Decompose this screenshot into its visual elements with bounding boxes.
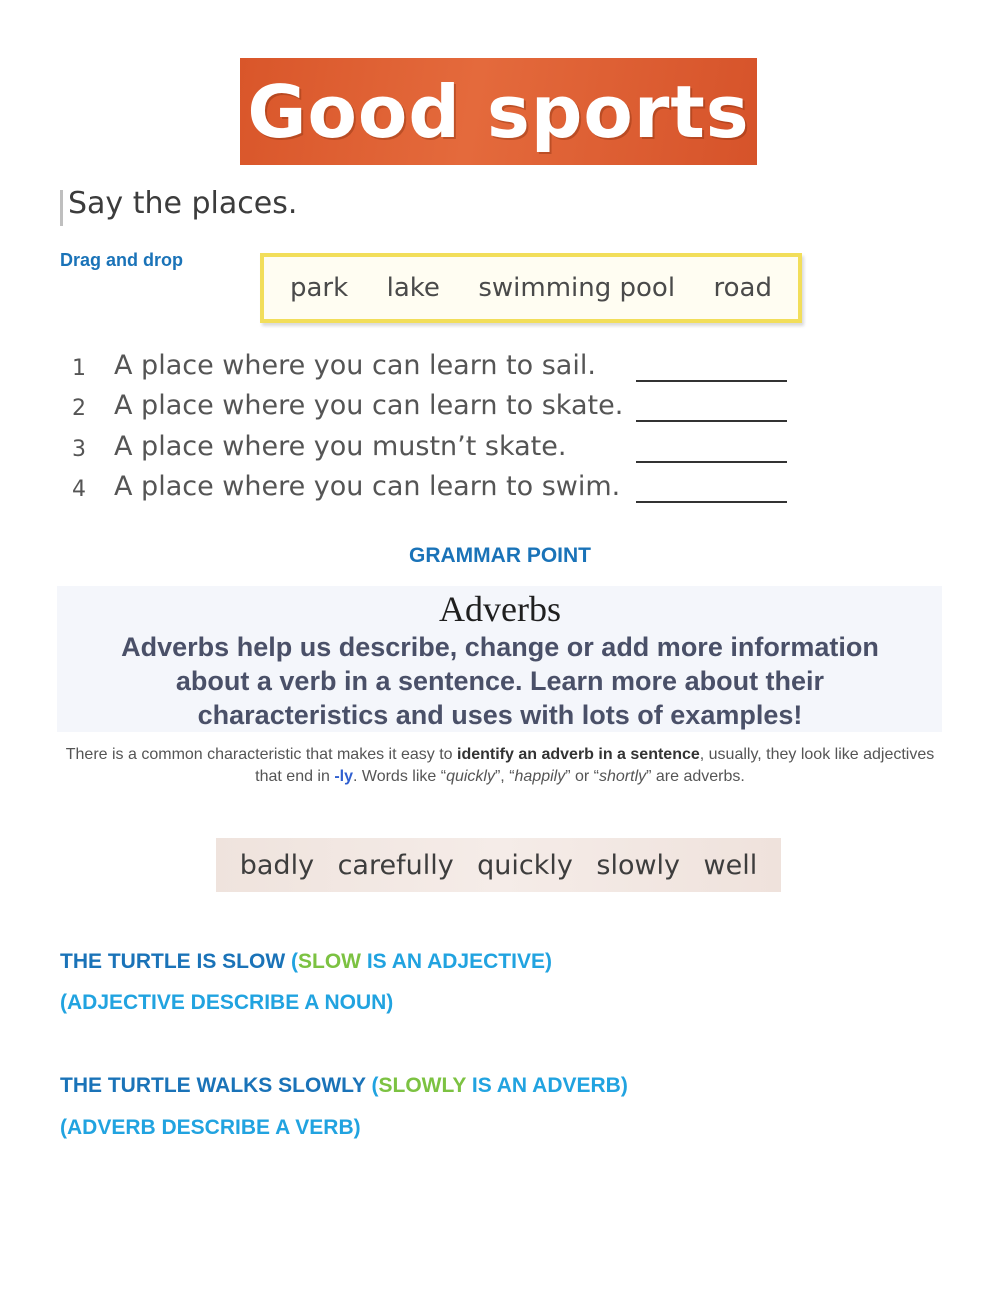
adverb-word-strip	[216, 838, 781, 892]
example-adverb	[60, 1074, 628, 1098]
example-adjective-note: (ADJECTIVE DESCRIBE A NOUN)	[60, 991, 394, 1014]
adverb-item: slowly	[596, 849, 681, 881]
note-text: , usually, they look like adjectives that end in	[255, 746, 935, 785]
instruction-label: Drag and drop	[60, 250, 184, 270]
adverbs-description: Adverbs help us describe, change or add more information about a verb in a sentence. Learn more about their characteristics and uses with lots of examples!	[121, 632, 879, 730]
question-number: 4	[72, 477, 86, 502]
adverb-item: carefully	[337, 849, 454, 881]
adverb-item: quickly	[477, 849, 573, 881]
example-adjective	[60, 950, 552, 974]
note-example-word: shortly	[599, 768, 647, 785]
title-banner	[240, 58, 757, 165]
question-number: 2	[72, 396, 86, 421]
grammar-label: GRAMMAR POINT	[409, 544, 591, 567]
word-bank	[260, 253, 802, 323]
example-paren: (	[365, 1074, 379, 1097]
question-text: A place where you can learn to sail.	[114, 350, 596, 381]
note-suffix: -ly	[334, 768, 353, 785]
answer-drop-zone[interactable]	[636, 501, 787, 503]
word-bank-item[interactable]: road	[713, 273, 772, 303]
note-text: ” or “	[565, 768, 599, 785]
question-row	[72, 431, 792, 471]
example-explanation: IS AN ADJECTIVE)	[360, 950, 552, 973]
adverb-item: well	[703, 849, 758, 881]
word-bank-item[interactable]: swimming pool	[478, 273, 676, 303]
word-bank-item[interactable]: lake	[386, 273, 440, 303]
answer-drop-zone[interactable]	[636, 380, 787, 382]
example-adverb-note: (ADVERB DESCRIBE A VERB)	[60, 1116, 361, 1139]
question-row	[72, 390, 792, 430]
note-example-word: quickly	[446, 768, 495, 785]
question-number: 1	[72, 356, 86, 381]
activity-heading: Say the places.	[68, 186, 298, 221]
adverbs-note	[60, 744, 940, 788]
example-sentence: THE TURTLE WALKS SLOWLY	[60, 1074, 366, 1097]
heading-divider	[60, 190, 63, 226]
adverbs-title: Adverbs	[439, 589, 561, 629]
example-sentence: THE TURTLE IS SLOW	[60, 950, 286, 973]
answer-drop-zone[interactable]	[636, 461, 787, 463]
note-bold: identify an adverb in a sentence	[457, 746, 700, 763]
example-explanation: IS AN ADVERB)	[466, 1074, 628, 1097]
note-text: There is a common characteristic that makes it easy to	[65, 746, 458, 763]
note-text: . Words like “	[353, 768, 447, 785]
note-text: ”, “	[494, 768, 515, 785]
word-bank-item[interactable]: park	[290, 273, 349, 303]
example-word: SLOWLY	[378, 1074, 467, 1097]
question-text: A place where you can learn to swim.	[114, 471, 621, 502]
answer-drop-zone[interactable]	[636, 420, 787, 422]
note-example-word: happily	[514, 768, 566, 785]
example-paren: (	[285, 950, 298, 973]
question-number: 3	[72, 437, 86, 462]
adverb-item: badly	[239, 849, 315, 881]
example-word: SLOW	[297, 950, 361, 973]
page-title: Good sports	[247, 69, 750, 154]
question-text: A place where you mustn’t skate.	[114, 431, 567, 462]
note-text: ” are adverbs.	[646, 768, 745, 785]
question-text: A place where you can learn to skate.	[114, 390, 624, 421]
question-row	[72, 471, 792, 511]
question-row	[72, 350, 792, 390]
